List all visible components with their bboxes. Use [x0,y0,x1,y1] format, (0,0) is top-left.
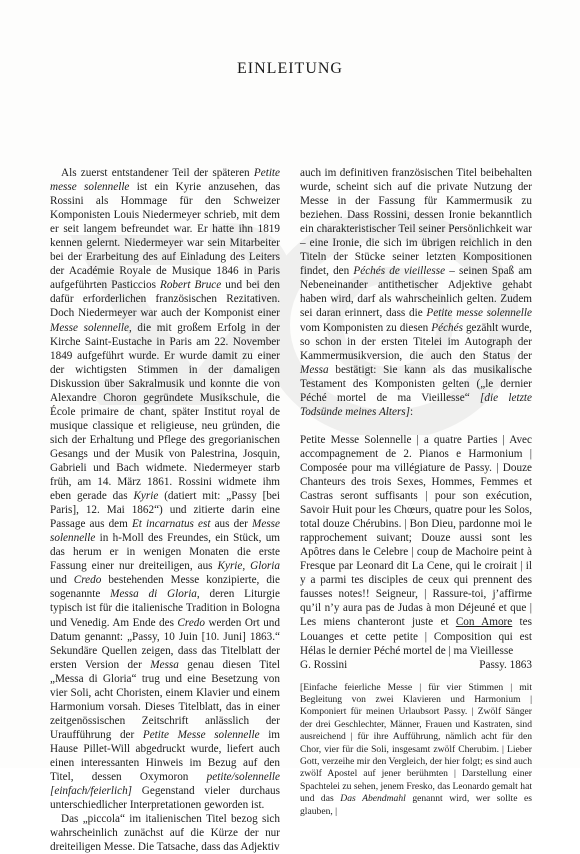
text-run: tes Louanges et cette petite | Composition qui est Hélas le dernier Péché mortel de | ma Vieillesse [300,616,532,657]
text-run: im Hause Pillet-Will abgedruckt wurde, liefert auch einen interessanten Hinweis im Bezug auf den Titel, dessen Oxymoron [50,728,281,784]
italic-text: Messa di Gloria [110,588,197,601]
text-run: bestehenden Messe konzipierte, die sogenannte [50,574,280,601]
italic-text: [die letzte Todsünde meines Alters] [300,391,532,418]
text-run: : [410,405,414,418]
text-run: Das „piccola“ im italienischen Titel bezog sich wahrscheinlich zunächst auf die Kürze der nur dreiteiligen Messe. Die Tatsache, dass das Adjektiv [50,813,280,854]
italic-text: Petite messe solennelle [426,307,532,320]
italic-text: Messa [300,363,329,376]
left-column [50,166,280,854]
text-run: werden Ort und Datum genannt: „Passy, 10 Juin [10. Juni] 1863.“ Sekundäre Quellen zeigen, dass das Titelblatt der ersten Version der [50,616,280,671]
italic-text: Messe solennelle [50,518,280,545]
signature-place-date: Passy. 1863 [479,658,532,671]
italic-text: Kyrie, Gloria [217,560,280,573]
signature-name: G. Rossini [300,658,348,671]
underlined-text: Con Amore [455,616,513,629]
text-run: auch im definitiven französischen Titel beibehalten wurde, scheint sich auf die private Nutzung der Messe in der Fassung für Kammermusik zu beziehen. Dass Rossini, dessen Ironie bekanntlich ein charakteristischer Teil seiner Persönlichkeit war – eine Ironie, die sich im übrigen reichlich in den Titeln der Stücke seiner letzten Kompositionen findet, den [300,167,532,278]
page-title: EINLEITUNG [237,60,343,77]
italic-text: Petite Messe solennelle [142,728,260,741]
italic-text: Péchés de vieillesse [353,265,446,278]
italic-text: Kyrie [133,490,159,503]
translation-paragraph [300,682,532,818]
italic-text: Petite messe solennelle [50,167,280,194]
text-run: – seinen Spaß am Nebeneinander antithetischer Adjektive gehabt haben wird, darf als wahrscheinlich gelten. Zudem sei daran erinnert, dass die [300,265,533,320]
text-run: (datiert mit: „Passy [bei Paris], 12. Mai 1862“) und zitierte darin eine Passage aus dem [50,490,280,531]
italic-text: Robert Bruce [160,279,222,292]
text-run: vom Komponisten zu diesen [300,321,432,334]
paragraph [300,166,532,419]
italic-text: Credo [73,574,102,587]
text-run: Gegenstand vieler durchaus unterschiedlicher Interpretationen geworden ist. [50,785,280,812]
italic-text: Et incarnatus est [131,518,211,531]
italic-text: Messe solennelle [50,321,129,334]
italic-text: Messa [150,658,179,671]
italic-text: Péchés [431,321,463,334]
text-run: , deren Liturgie typisch ist für die italienische Tradition in Bologna und Venedig. Am Ende des [50,588,280,629]
right-column [300,166,532,818]
text-run: genau diesen Titel „Messa di Gloria“ trug und eine Besetzung von vier Soli, acht Choristen, einem Klavier und einem Harmonium vorsah. Dieses Titelblatt, das in einer zeitgenössischen Zeitschrift anlässlich der Uraufführung der [50,658,280,741]
italic-text: Credo [177,616,205,629]
italic-text: Das Abendmahl [340,793,406,805]
paragraph [50,166,280,812]
text-run: genannt wird, wer sollte es glauben, | [300,793,532,817]
text-run: bestätigt: Sie kann als das musikalische Testament des Komponisten gelten („le dernier Péché mortel de ma Vieillesse“ [300,363,532,404]
signature-line [300,658,532,672]
text-run: und [50,574,74,587]
text-run: in h-Moll des Freundes, ein Stück, um das herum er in wenigen Monaten die erste Fassung einer nur dreiteiligen, aus [50,532,280,573]
rossini-title-quote [300,433,532,658]
text-run: aus der [210,518,253,531]
text-run: gezählt wurde, so schon in der ersten Titelei im Autograph der Kammermusikversion, die auch den Status der [300,321,532,362]
text-run: ist ein Kyrie anzusehen, das Rossini als Hommage für den Schweizer Komponisten Louis Niedermeyer schrieb, mit dem er seit langem befreundet war. Er hatte ihn 1819 kennen gelernt. Niedermeyer war sein Mitarbeiter bei der Erarbeitung des auf Einladung des Leiters der Académie Royale de Musique 1846 in Paris aufgeführten Pasticcios [50,181,281,292]
paragraph [50,812,280,854]
text-run: , die mit großem Erfolg in der Kirche Saint-Eustache in Paris am 22. November 1849 aufgeführt wurde. Er wurde damit zu einer der wichtigsten Stimmen in der damaligen Diskussion über Sakralmusik und konnte die von Alexandre Choron gegründete Musikschule, die École primaire de chant, später Institut royal de musique classique et religieuse, neu gründen, die sich der Erhaltung und Pflege des gregorianischen Gesangs und der Musik von Palestrina, Josquin, Gabrieli und Bach widmete. Niedermeyer starb früh, am 14. März 1861. Rossini widmete ihm eben gerade das [50,321,280,503]
text-run: und bei den dafür erforderlichen französischen Rezitativen. Doch Niedermeyer war auch der Komponist einer [50,279,280,320]
italic-text: petite/solennelle [einfach/feierlich] [50,771,280,798]
text-run: Als zuerst entstandener Teil der späteren [61,167,254,179]
text-run: [Einfache feierliche Messe | für vier Stimmen | mit Begleitung von zwei Klavieren und Harmonium | Komponiert für meinen Urlaubsort Passy. | Zwölf Sänger der drei Geschlechter, Männer, Frauen und Kastraten, sind ausreichend | für ihre Aufführung, nämlich acht für den Chor, vier für die Soli, insgesamt zwölf Cherubim. | Lieber Gott, verzeihe mir den Vergleich, der hier folgt; es sind auch zwölf Apostel auf jener berühmten | Darstellung einer Spachtelei zu sehen, jenem Fresko, das Leonardo gemalt hat und das [300,681,532,805]
text-run: Petite Messe Solennelle | a quatre Parties | Avec accompagnement de 2. Pianos e Harmonium | Composée pour ma villégiature de Passy. | Douze Chanteurs des trois Sexes, Hommes, Femmes et Castras seront suffisants | pour son exécution, Savoir Huit pour les Chœurs, quatre pour les Solos, total douze Chérubins. | Bon Dieu, pardonne moi le rapprochement suivant; Douze aussi sont les Apôtres dans le Celebre | coup de Machoire peint à Fresque par Leonard dit La Cene, qui le croirait | il y a parmi tes disciples de ceux qui prennent des fausses notes!! Seigneur, | Rassure-toi, j’affirme qu’il n’y aura pas de Judas à mon Déjeuné et que | Les miens chanteront juste et [300,433,532,629]
